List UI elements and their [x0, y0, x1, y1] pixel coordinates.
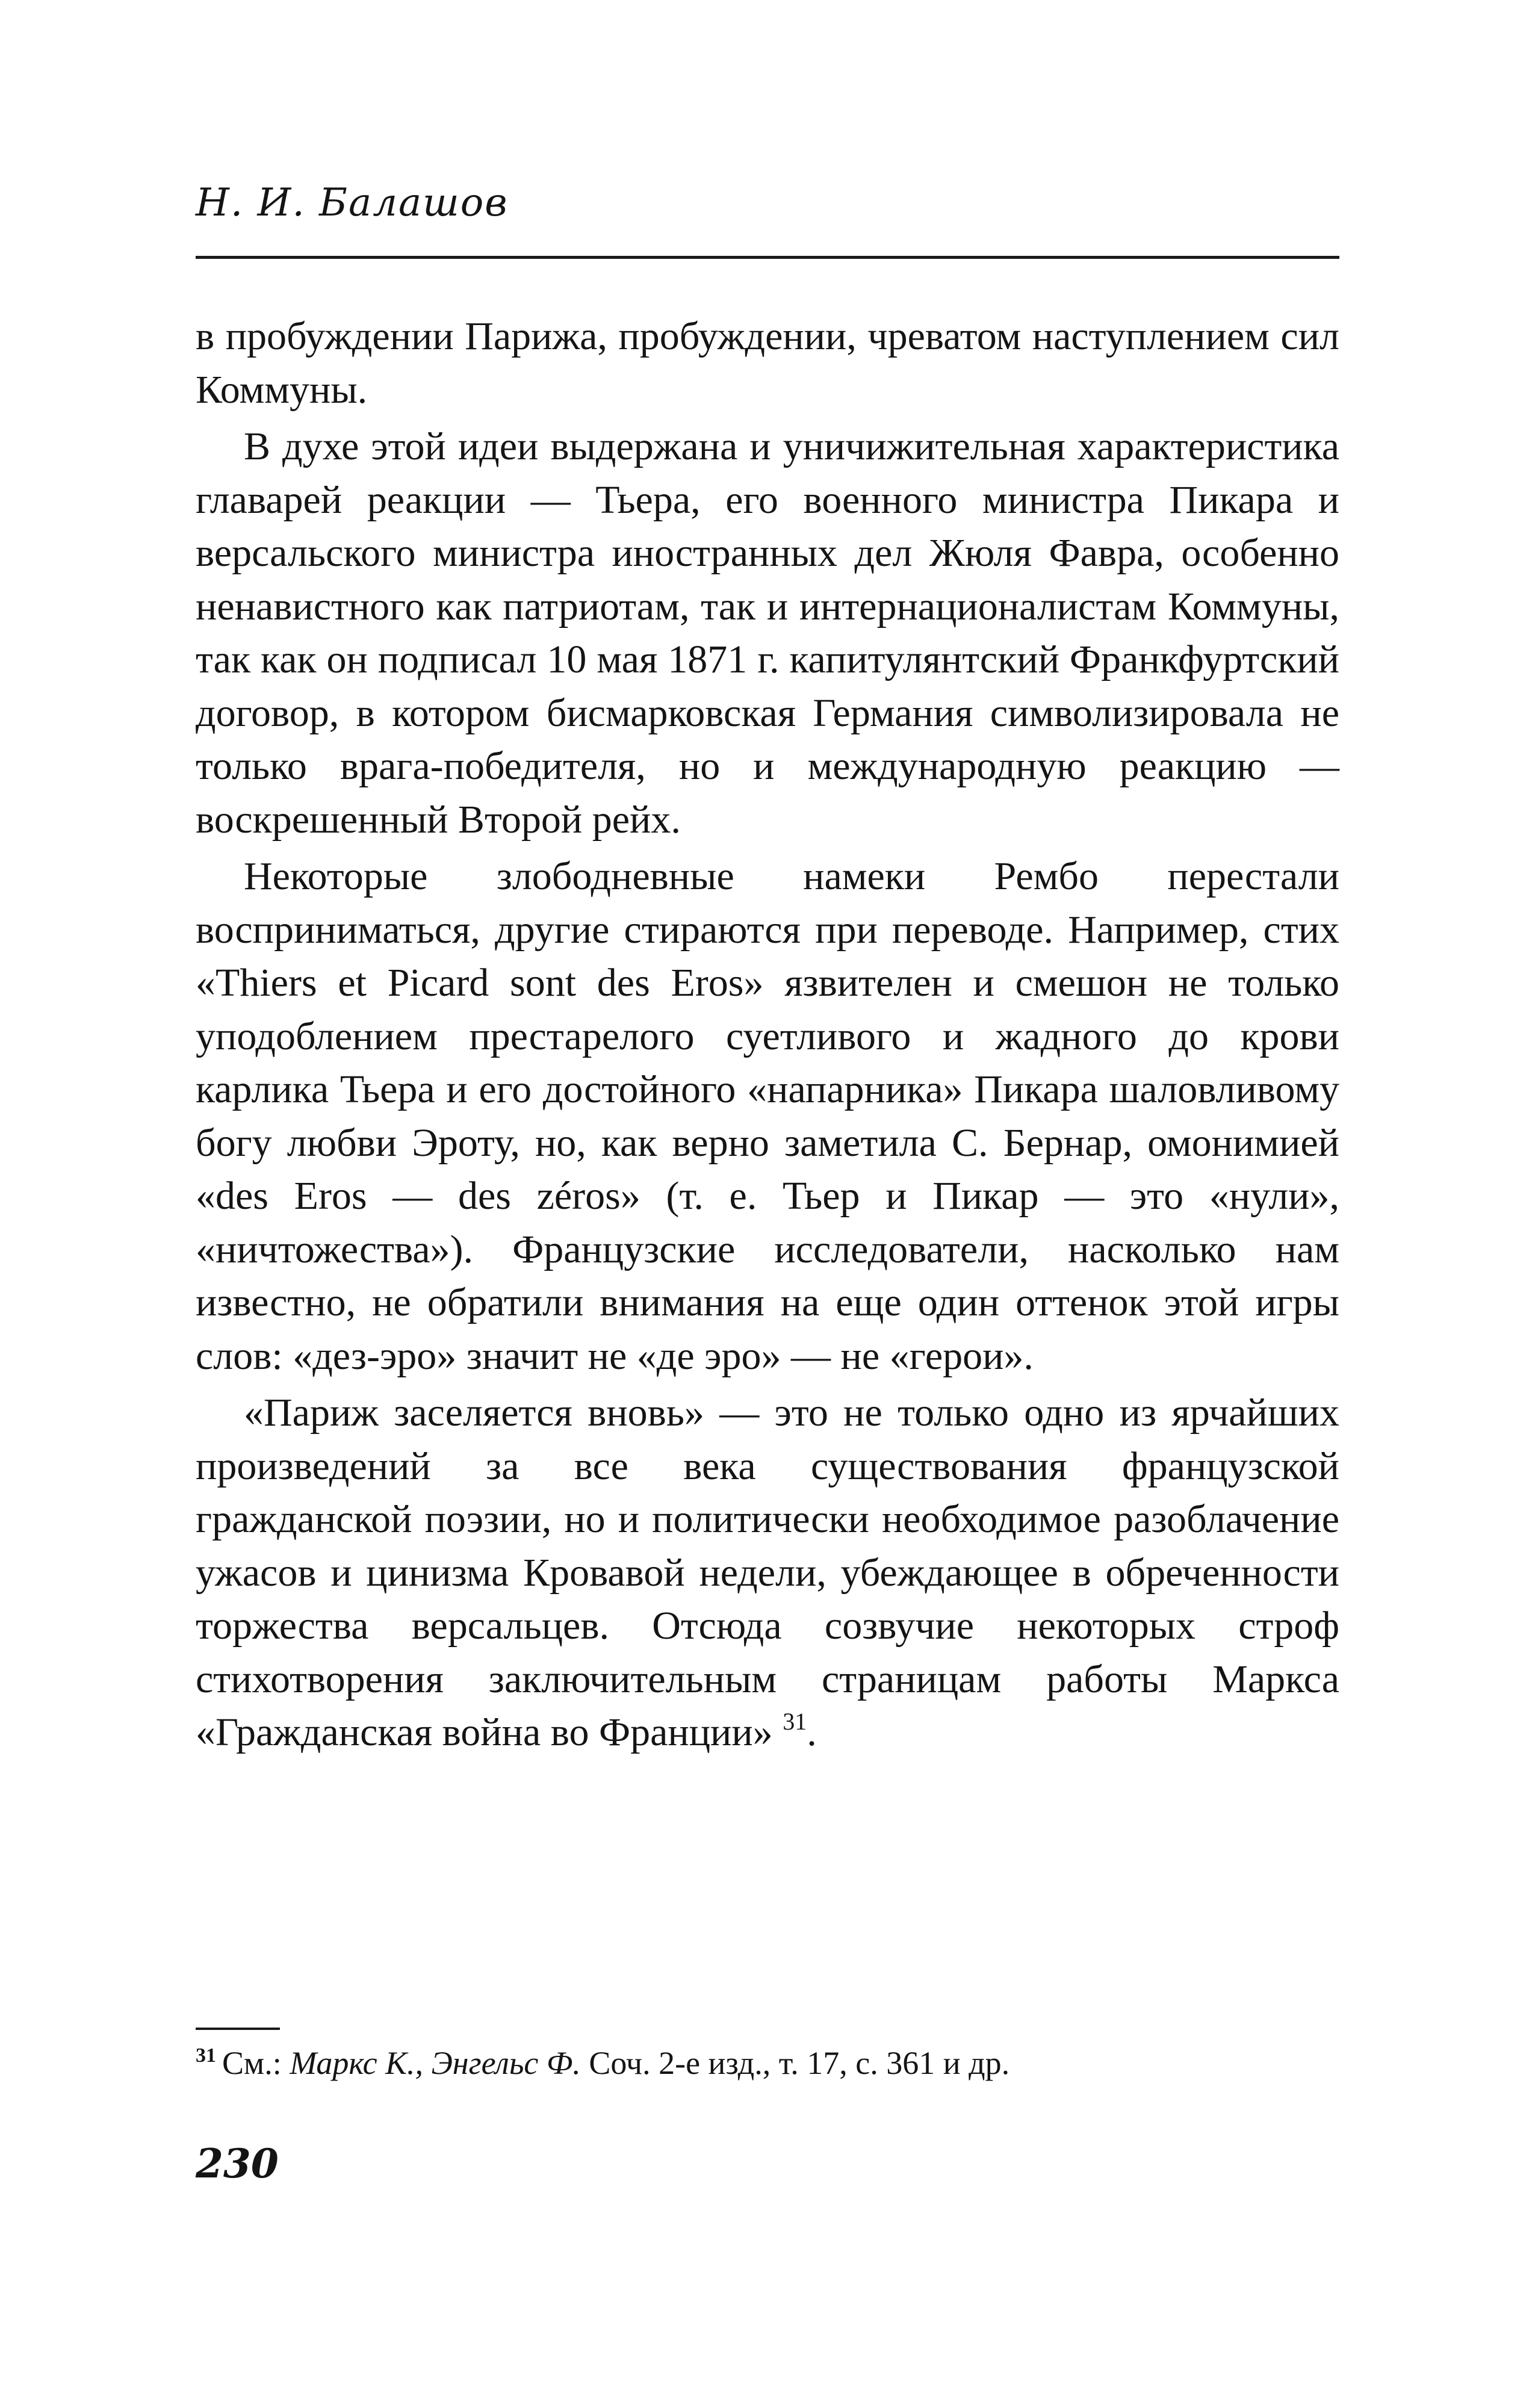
- main-text: [196, 310, 1339, 1760]
- paragraph-2: В духе этой идеи выдержана и уничижительная характеристика главарей реакции — Тьера, его военного министра Пикара и версальского министра иностранных дел Жюля Фавра, особенно ненавистного как патриотам, так и интернационалистам Коммуны, так как он подписал 10 мая 1871 г. капитулянтский Франкфуртский договор, в котором бисмарковская Германия символизировала не только врага-победителя, но и международную реакцию — воскрешенный Второй рейх.: [196, 424, 1339, 842]
- page-number: 230: [196, 2140, 279, 2187]
- running-head-author: Н. И. Балашов: [196, 181, 509, 225]
- paragraph-1: в пробуждении Парижа, пробуждении, чреватом наступлением сил Коммуны.: [196, 314, 1339, 412]
- header-rule: [196, 256, 1339, 259]
- footnote-number: 31: [196, 2044, 216, 2067]
- footnote-rule: [196, 2028, 280, 2030]
- footnote-authors: Маркс К., Энгельс Ф.: [290, 2045, 581, 2081]
- footnote: [196, 2042, 1339, 2084]
- footnote-reference: 31: [783, 1708, 807, 1735]
- paragraph-3: Некоторые злободневные намеки Рембо перестали восприниматься, другие стираются при переводе. Например, стих «Thiers et Picard sont des Eros» язвителен и смешон не только уподоблением престарелого суетливого и жадного до крови карлика Тьера и его достойного «напарника» Пикара шаловливому богу любви Эроту, но, как верно заметила С. Бернар, омонимией «des Eros — des zéros» (т. е. Тьер и Пикар — это «нули», «ничтожества»). Французские исследователи, насколько нам известно, не обратили внимания на еще один оттенок этой игры слов: «дез-эро» значит не «де эро» — не «герои».: [196, 854, 1339, 1378]
- paragraph-4-text: «Париж заселяется вновь» — это не только одно из ярчайших произведений за все века существования французской гражданской поэзии, но и политически необходимое разоблачение ужасов и цинизма Кровавой недели, убеждающее в обреченности торжества версальцев. Отсюда созвучие некоторых строф стихотворения заключительным страницам работы Маркса «Гражданская война во Франции»: [196, 1391, 1339, 1754]
- footnote-citation: Соч. 2-е изд., т. 17, с. 361 и др.: [589, 2045, 1010, 2081]
- footnote-prefix: См.:: [222, 2045, 282, 2081]
- paragraph-4-end: .: [807, 1710, 817, 1754]
- paragraph-4: [196, 1386, 1339, 1760]
